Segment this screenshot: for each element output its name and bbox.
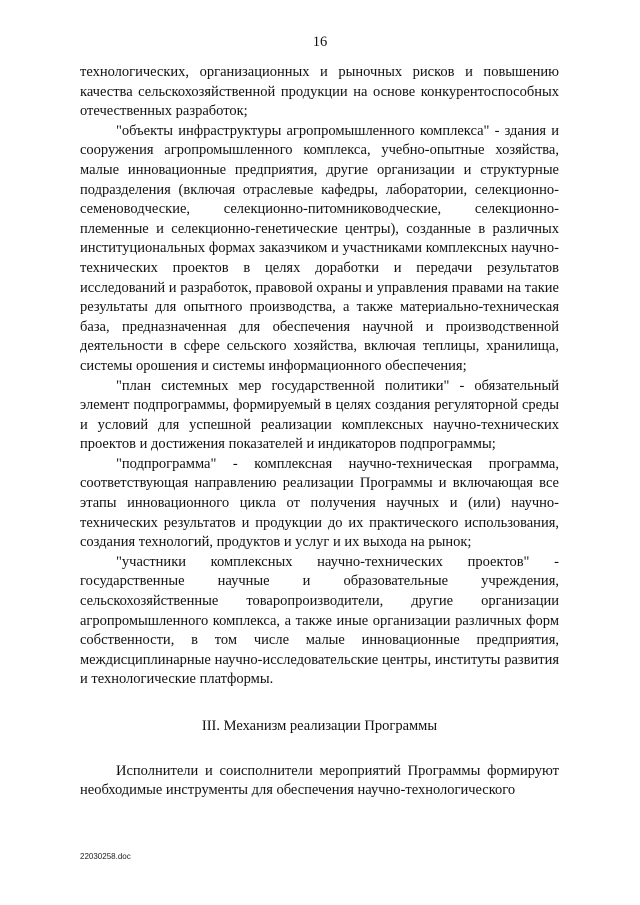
paragraph-participants-definition: "участники комплексных научно-технических проектов" - государственные научные и образовательные учреждения, сельскохозяйственные товаропроизводители, другие организации агропромышленного комплекса, а также иные организации различных форм собственности, в том числе малые инновационные предприятия, междисциплинарные научно-исследовательские центры, институты развития и технологические платформы.: [80, 553, 559, 688]
paragraph-infrastructure-definition: "объекты инфраструктуры агропромышленного комплекса" - здания и сооружения агропромышленного комплекса, учебно-опытные хозяйства, малые инновационные предприятия, другие организации и структурные подразделения (включая отраслевые кафедры, лаборатории, селекционно-семеноводческие, селекционно-питомниководческие, селекционно-племенные и селекционно-генетические центры), созданные в различных институциональных формах заказчиком и участниками комплексных научно-технических проектов в целях доработки и передачи результатов исследований и разработок, правовой охраны и управления правами на такие результаты для опытного производства, а также материально-техническая база, предназначенная для обеспечения научной и производственной деятельности в сфере сельского хозяйства, включая теплицы, хранилища, системы орошения и системы информационного обеспечения;: [80, 122, 559, 374]
paragraph-continuation: технологических, организационных и рыночных рисков и повышению качества сельскохозяйственной продукции на основе конкурентоспособных отечественных разработок;: [80, 64, 559, 120]
document-body: [80, 63, 559, 801]
paragraph-policy-plan-definition: "план системных мер государственной политики" - обязательный элемент подпрограммы, формируемый в целях создания регуляторной среды и условий для успешной реализации комплексных научно-технических проектов и достижения показателей и индикаторов подпрограммы;: [80, 377, 559, 453]
footer-file-name: 22030258.doc: [80, 852, 131, 861]
section-heading: III. Механизм реализации Программы: [201, 718, 438, 734]
page-number: 16: [312, 34, 328, 50]
paragraph-subprogram-definition: "подпрограмма" - комплексная научно-техническая программа, соответствующая направлению реализации Программы и включающая все этапы инновационного цикла от получения научных и (или) научно-технических результатов и продукции до их практического использования, создания технологий, продуктов и услуг и их выхода на рынок;: [80, 455, 559, 551]
paragraph-mechanism-intro: Исполнители и соисполнители мероприятий Программы формируют необходимые инструменты для обеспечения научно-технологического: [80, 762, 559, 799]
